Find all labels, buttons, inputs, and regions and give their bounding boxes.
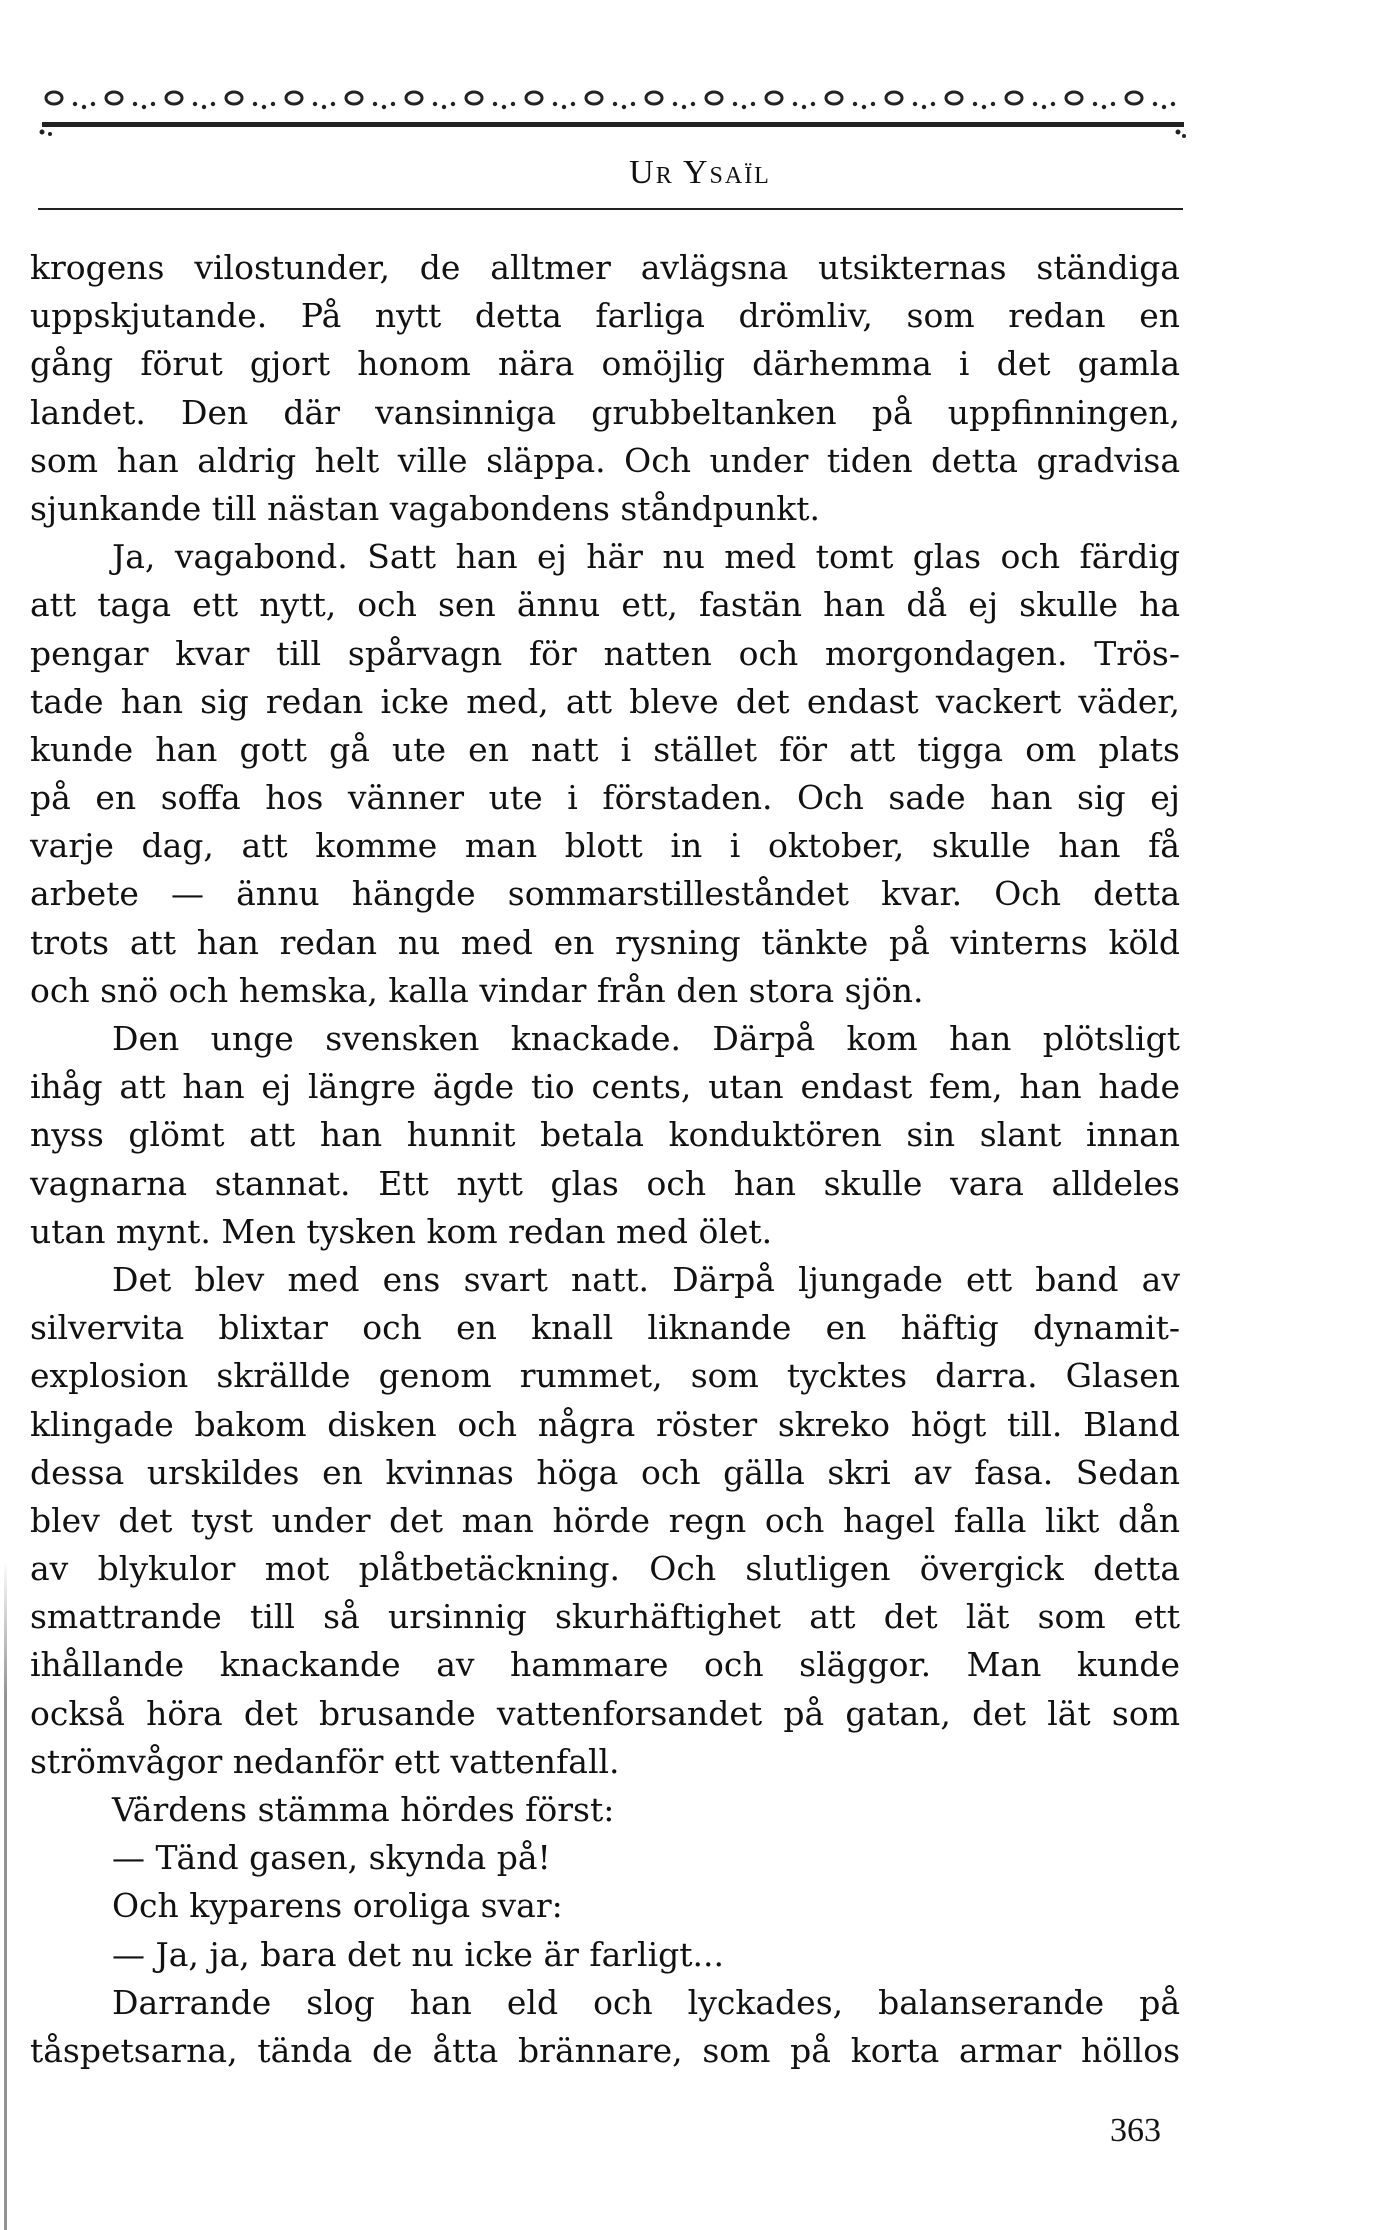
text-line: sjunkande till nästan vagabondens ståndpunkt. xyxy=(30,488,821,528)
text-line: — Tänd gasen, skynda på! xyxy=(112,1838,551,1878)
text-line: arbete — ännu hängde sommarstilleståndet kvar. Och detta xyxy=(30,874,1180,914)
text-line: trots att han redan nu med en rysning tänkte på vinterns köld xyxy=(30,922,1180,962)
text-line: tade han sig redan icke med, att bleve det endast vackert väder, xyxy=(30,681,1180,721)
text-line: tåspetsarna, tända de åtta brännare, som på korta armar höllos xyxy=(30,2030,1180,2070)
body-text xyxy=(30,244,1180,2075)
text-line: också höra det brusande vattenforsandet på gatan, det lät som xyxy=(30,1693,1180,1733)
text-line: nyss glömt att han hunnit betala konduktören sin slant innan xyxy=(30,1115,1180,1155)
text-line: att taga ett nytt, och sen ännu ett, fastän han då ej skulle ha xyxy=(30,585,1180,625)
page-number: 363 xyxy=(1110,2112,1161,2149)
text-line: strömvågor nedanför ett vattenfall. xyxy=(30,1741,620,1781)
text-line: Den unge svensken knackade. Därpå kom han plötsligt xyxy=(112,1019,1180,1058)
text-line: — Ja, ja, bara det nu icke är farligt... xyxy=(112,1934,725,1974)
text-line: krogens vilostunder, de alltmer avlägsna utsikternas ständiga xyxy=(30,248,1180,287)
running-head: Ur Ysaïl xyxy=(629,154,771,191)
text-line: och snö och hemska, kalla vindar från den stora sjön. xyxy=(30,970,924,1010)
text-line: dessa urskildes en kvinnas höga och gälla skri av fasa. Sedan xyxy=(30,1452,1180,1492)
text-line: utan mynt. Men tysken kom redan med ölet. xyxy=(30,1211,773,1251)
text-line: på en soffa hos vänner ute i förstaden. Och sade han sig ej xyxy=(30,778,1180,818)
text-line: av blykulor mot plåtbetäckning. Och slutligen övergick detta xyxy=(30,1549,1180,1589)
text-line: landet. Den där vansinniga grubbeltanken på uppfinningen, xyxy=(30,392,1180,432)
text-line: varje dag, att komme man blott in i oktober, skulle han få xyxy=(30,826,1180,866)
text-line: vagnarna stannat. Ett nytt glas och han skulle vara alldeles xyxy=(30,1163,1180,1203)
text-line: Värdens stämma hördes först: xyxy=(112,1790,615,1829)
text-line: kunde han gott gå ute en natt i stället för att tigga om plats xyxy=(30,729,1180,769)
text-line: uppskjutande. På nytt detta farliga drömliv, som redan en xyxy=(30,296,1180,336)
header-rule xyxy=(38,208,1183,210)
header-ornament-border xyxy=(38,82,1188,138)
text-line: ihållande knackande av hammare och släggor. Man kunde xyxy=(30,1645,1180,1685)
text-line: explosion skrällde genom rummet, som tycktes darra. Glasen xyxy=(30,1356,1180,1396)
text-line: silvervita blixtar och en knall liknande en häftig dynamit- xyxy=(30,1308,1180,1348)
page-gutter-shadow xyxy=(4,1560,7,2230)
text-line: Darrande slog han eld och lyckades, balanserande på xyxy=(112,1982,1180,2022)
text-line: Ja, vagabond. Satt han ej här nu med tomt glas och färdig xyxy=(112,537,1180,577)
text-line: smattrande till så ursinnig skurhäftighet att det lät som ett xyxy=(30,1597,1180,1637)
text-line: Det blev med ens svart natt. Därpå ljungade ett band av xyxy=(112,1259,1180,1299)
text-line: som han aldrig helt ville släppa. Och under tiden detta gradvisa xyxy=(30,440,1180,480)
text-line: pengar kvar till spårvagn för natten och morgondagen. Trös- xyxy=(30,633,1180,673)
text-line: gång förut gjort honom nära omöjlig därhemma i det gamla xyxy=(30,344,1180,384)
text-line: Och kyparens oroliga svar: xyxy=(112,1886,563,1926)
text-line: ihåg att han ej längre ägde tio cents, utan endast fem, han hade xyxy=(30,1067,1180,1107)
text-line: blev det tyst under det man hörde regn och hagel falla likt dån xyxy=(30,1500,1180,1540)
text-line: klingade bakom disken och några röster skreko högt till. Bland xyxy=(30,1404,1180,1444)
